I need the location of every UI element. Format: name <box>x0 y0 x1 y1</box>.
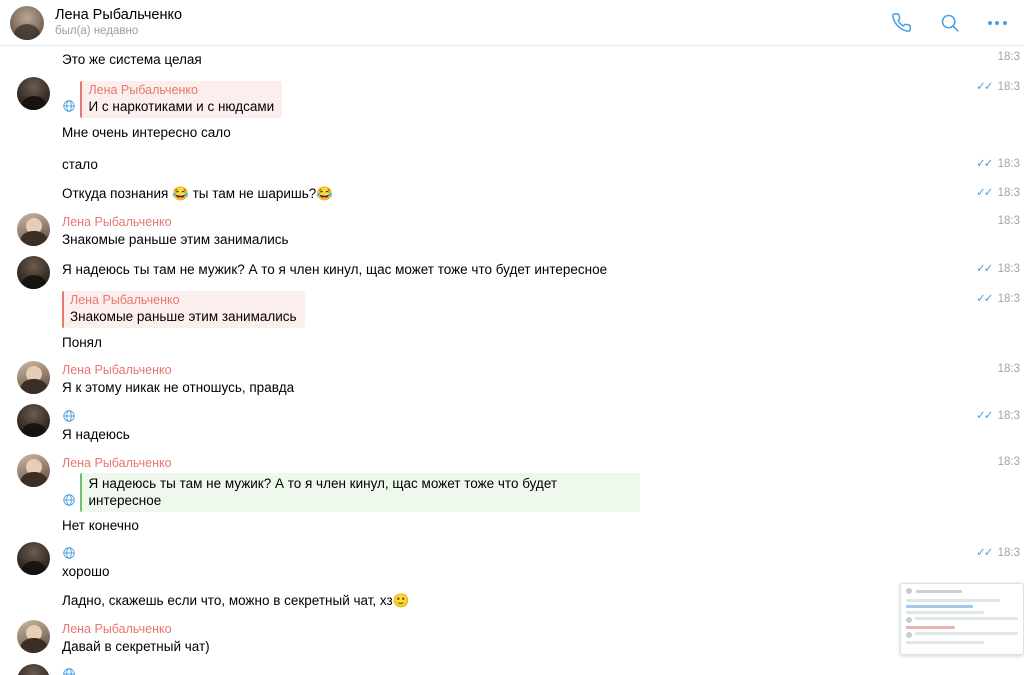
message-row[interactable] <box>0 46 1024 71</box>
message-time <box>976 545 1020 559</box>
message-body <box>62 156 984 174</box>
message-time <box>976 408 1020 422</box>
preview-line <box>906 611 984 614</box>
quote-text: Знакомые раньше этим занимались <box>70 309 297 324</box>
preview-header <box>906 588 1018 594</box>
message-text: Я к этому никак не отношусь, правда <box>62 380 295 395</box>
time-label: 18:3 <box>997 215 1020 227</box>
message-time <box>976 156 1020 170</box>
quoted-message[interactable] <box>62 291 305 328</box>
preview-avatar <box>906 632 912 638</box>
globe-icon <box>62 546 76 560</box>
message-time <box>998 456 1020 468</box>
message-sender: Лена Рыбальченко <box>62 622 172 636</box>
time-label: 18:3 <box>997 263 1020 275</box>
message-body <box>62 666 984 675</box>
message-time <box>976 291 1020 305</box>
read-checks-icon: ✓✓ <box>976 410 992 422</box>
read-checks-icon: ✓✓ <box>976 547 992 559</box>
phone-icon[interactable] <box>890 12 912 34</box>
message-text: Я надеюсь ты там не мужик? А то я член кинул, щас может тоже что будет интересное <box>62 262 608 277</box>
avatar[interactable] <box>17 213 50 246</box>
message-text: Это же система целая <box>62 52 202 67</box>
quote-text: И с наркотиками и с нюдсами <box>88 99 275 114</box>
message-body <box>62 545 984 581</box>
avatar[interactable] <box>17 620 50 653</box>
message-time <box>998 363 1020 375</box>
message-body <box>62 456 984 535</box>
chat-avatar[interactable] <box>10 6 44 40</box>
preview-line <box>915 632 1018 635</box>
message-row[interactable] <box>0 612 1024 658</box>
message-body <box>62 592 984 610</box>
message-row[interactable] <box>0 537 1024 583</box>
message-body <box>62 79 984 142</box>
message-text: Мне очень интересно сало <box>62 125 231 140</box>
quote-text: Я надеюсь ты там не мужик? А то я член кинул, щас может тоже что будет интересное <box>88 476 558 508</box>
message-row[interactable] <box>0 144 1024 176</box>
message-body <box>62 261 984 279</box>
message-text: Нет конечно <box>62 518 139 533</box>
message-body <box>62 363 984 397</box>
chat-header-text <box>55 7 182 39</box>
preview-row <box>906 617 1018 623</box>
message-time <box>998 51 1020 63</box>
read-checks-icon: ✓✓ <box>976 263 992 275</box>
message-text: Давай в секретный чат) <box>62 639 210 654</box>
message-row[interactable] <box>0 399 1024 446</box>
message-body <box>62 185 984 203</box>
chat-header <box>0 0 1024 46</box>
message-time <box>976 261 1020 275</box>
time-label: 18:3 <box>997 363 1020 375</box>
preview-title <box>916 590 962 593</box>
message-list[interactable] <box>0 46 1024 675</box>
preview-line <box>906 626 955 629</box>
avatar[interactable] <box>17 664 50 675</box>
time-label: 18:3 <box>997 410 1020 422</box>
more-options-icon[interactable] <box>986 12 1008 34</box>
message-sender: Лена Рыбальченко <box>62 456 172 470</box>
message-row[interactable] <box>0 176 1024 205</box>
preview-row <box>906 632 1018 638</box>
quoted-message[interactable] <box>80 81 282 118</box>
read-checks-icon: ✓✓ <box>976 293 992 305</box>
message-row[interactable] <box>0 205 1024 251</box>
page-title: Лена Рыбальченко <box>55 6 183 23</box>
message-text: Знакомые раньше этим занимались <box>62 232 289 247</box>
preview-avatar <box>906 588 912 594</box>
message-time <box>998 215 1020 227</box>
preview-line <box>906 641 984 644</box>
message-body <box>62 408 984 444</box>
time-label: 18:3 <box>997 81 1020 93</box>
message-row[interactable] <box>0 251 1024 281</box>
time-label: 18:3 <box>997 293 1020 305</box>
globe-icon <box>62 667 76 675</box>
message-row[interactable] <box>0 71 1024 144</box>
message-body <box>62 215 984 249</box>
quote-sender: Лена Рыбальченко <box>70 293 180 307</box>
globe-icon <box>62 99 76 113</box>
message-time <box>976 79 1020 93</box>
message-text: стало <box>62 157 98 172</box>
time-label: 18:3 <box>997 187 1020 199</box>
read-checks-icon: ✓✓ <box>976 158 992 170</box>
avatar[interactable] <box>17 77 50 110</box>
preview-line <box>906 599 1000 602</box>
message-sender: Лена Рыбальченко <box>62 363 172 377</box>
message-row[interactable] <box>0 281 1024 354</box>
time-label: 18:3 <box>997 158 1020 170</box>
preview-thumbnail[interactable] <box>900 583 1024 655</box>
avatar[interactable] <box>17 542 50 575</box>
message-text: Ладно, скажешь если что, можно в секретный чат, хз🙂 <box>62 593 410 608</box>
read-checks-icon: ✓✓ <box>976 187 992 199</box>
time-label: 18:3 <box>997 456 1020 468</box>
message-text: хорошо <box>62 564 110 579</box>
globe-icon <box>62 409 76 423</box>
quote-sender: Лена Рыбальченко <box>88 83 198 97</box>
message-text: Откуда познания 😂 ты там не шаришь?😂 <box>62 186 334 201</box>
quoted-message[interactable] <box>80 473 640 512</box>
message-time <box>976 185 1020 199</box>
read-checks-icon: ✓✓ <box>976 81 992 93</box>
time-label: 18:3 <box>997 547 1020 559</box>
avatar[interactable] <box>17 404 50 437</box>
message-sender: Лена Рыбальченко <box>62 215 172 229</box>
message-row[interactable] <box>0 583 1024 612</box>
search-icon[interactable] <box>938 12 960 34</box>
avatar[interactable] <box>17 361 50 394</box>
avatar[interactable] <box>17 454 50 487</box>
preview-line <box>906 605 973 608</box>
message-text: Понял <box>62 335 102 350</box>
chat-status: был(а) недавно <box>55 25 139 38</box>
message-text: Я надеюсь <box>62 427 130 442</box>
preview-avatar <box>906 617 912 623</box>
message-body <box>62 291 984 352</box>
globe-icon <box>62 493 76 507</box>
message-row[interactable] <box>0 446 1024 537</box>
message-body <box>62 51 984 69</box>
time-label: 18:3 <box>997 51 1020 63</box>
message-body <box>62 622 984 656</box>
header-actions <box>890 12 1008 34</box>
message-row[interactable] <box>0 658 1024 675</box>
message-row[interactable] <box>0 354 1024 399</box>
preview-line <box>915 617 1018 620</box>
